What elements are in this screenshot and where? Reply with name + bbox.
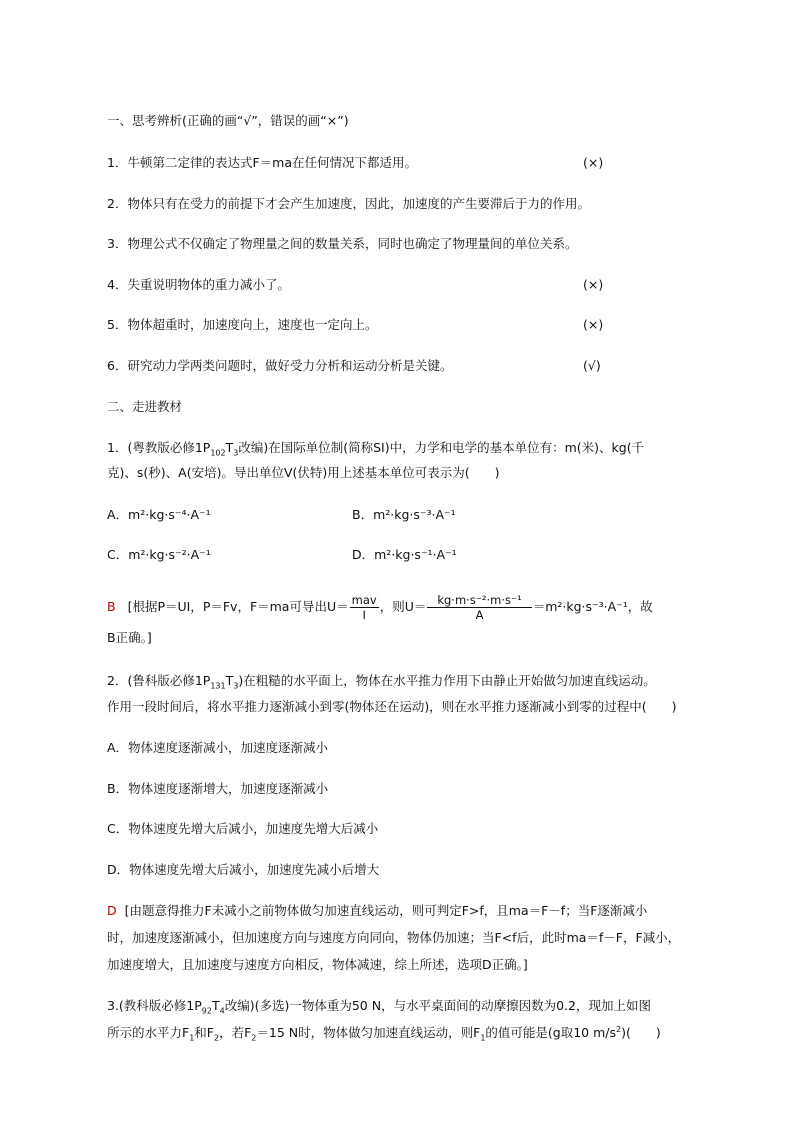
q3-b4: ＝15 N时，物体做匀加速直线运动，则F	[256, 1025, 481, 1040]
judge-item-3: 3．物理公式不仅确定了物理量之间的数量关系，同时也确定了物理量间的单位关系。	[107, 236, 578, 251]
q3-b-sub2: 2	[214, 1033, 220, 1043]
q1-explanation-line2: B正确。]	[107, 630, 152, 645]
q2-option-d: D．物体速度先增大后减小，加速度先减小后增大	[107, 862, 380, 877]
q2-explanation-line3: 加速度增大，且加速度与速度方向相反，物体减速，综上所述，选项D正确。]	[107, 957, 528, 972]
q3-b-sup: 2	[616, 1024, 622, 1034]
q2-explanation-line2: 时，加速度逐渐减小，但加速度方向与速度方向同向，物体仍加速；当F<f后，此时ma＝f－F，F减小，	[107, 930, 681, 945]
q1-stem-text: 1．(粤教版必修1P	[107, 440, 211, 455]
judge-item-6: 6．研究动力学两类问题时，做好受力分析和运动分析是关键。	[107, 358, 453, 373]
q2-answer-letter: D	[107, 903, 117, 918]
q3-b-sub4: 1	[480, 1033, 486, 1043]
q1-explanation	[107, 590, 653, 624]
q3-b1: 所示的水平力F	[107, 1025, 190, 1040]
q2-t-text: T	[225, 673, 234, 688]
q1-stem-line2: 克)、s(秒)、A(安培)。导出单位V(伏特)用上述基本单位可表示为( )	[107, 465, 500, 480]
q2-stem-line1	[107, 671, 656, 691]
q3-t-text: T	[211, 998, 220, 1013]
q1-exp-post: ＝m²·kg·s⁻³·A⁻¹，故	[532, 599, 653, 614]
section1-title: 一、思考辨析(正确的画“√”，错误的画“×”)	[107, 113, 349, 128]
q1-fraction-2	[427, 593, 531, 622]
q3-stem-text: 3.(教科版必修1P	[107, 998, 202, 1013]
q3-b-sub1: 1	[189, 1033, 195, 1043]
q2-stem-line2: 作用一段时间后，将水平推力逐渐减小到零(物体还在运动)，则在水平推力逐渐减小到零的过程中( )	[107, 699, 677, 714]
judge-mark-5: (×)	[583, 317, 604, 332]
q2-option-b: B．物体速度逐渐增大，加速度逐渐减小	[107, 781, 329, 796]
q1-t-sub: 3	[233, 448, 239, 458]
q3-stem-line2	[107, 1023, 661, 1043]
q3-t-sub: 4	[219, 1006, 225, 1016]
q1-option-d: D．m²·kg·s⁻¹·A⁻¹	[352, 547, 457, 562]
q2-stem-text: 2．(鲁科版必修1P	[107, 673, 211, 688]
q3-b3: ，若F	[219, 1025, 252, 1040]
q1-frac2-den: A	[475, 608, 484, 622]
q3-b2: 和F	[194, 1025, 214, 1040]
q1-option-c: C．m²·kg·s⁻²·A⁻¹	[107, 547, 211, 562]
q3-b-sub3: 2	[251, 1033, 257, 1043]
q2-option-a: A．物体速度逐渐减小，加速度逐渐减小	[107, 740, 329, 755]
q1-stem-rest: 改编)在国际单位制(简称SI)中，力学和电学的基本单位有：m(米)、kg(千	[238, 440, 645, 455]
q3-b6: )( )	[621, 1025, 661, 1040]
section2-title: 二、走进教材	[107, 399, 183, 414]
q3-stem-rest: 改编)(多选)一物体重为50 N，与水平桌面间的动摩擦因数为0.2，现加上如图	[224, 998, 651, 1013]
judge-item-4: 4．失重说明物体的重力减小了。	[107, 277, 290, 292]
judge-item-1: 1．牛顿第二定律的表达式F＝ma在任何情况下都适用。	[107, 155, 417, 170]
q1-fraction-1	[350, 593, 379, 622]
q2-page-sub: 131	[210, 681, 226, 691]
q1-answer-letter: B	[107, 599, 116, 614]
q2-option-c: C．物体速度先增大后减小，加速度先增大后减小	[107, 821, 379, 836]
judge-mark-4: (×)	[583, 277, 604, 292]
q1-page-sub: 102	[210, 448, 226, 458]
q1-exp-pre: [根据P＝UI，P＝Fv，F＝ma可导出U＝	[127, 599, 349, 614]
q2-explanation-line1	[107, 901, 647, 921]
q1-t-text: T	[225, 440, 234, 455]
judge-mark-1: (×)	[583, 155, 604, 170]
judge-mark-6: (√)	[583, 358, 601, 373]
q1-exp-mid: ，则U＝	[379, 599, 427, 614]
q3-b5: 的值可能是(g取10 m/s	[485, 1025, 616, 1040]
q1-frac1-den: I	[362, 608, 366, 622]
q1-frac1-num: mav	[351, 593, 377, 607]
q2-stem-rest: )在粗糙的水平面上，物体在水平推力作用下由静止开始做匀加速直线运动。	[238, 673, 656, 688]
q1-frac2-num: kg·m·s⁻²·m·s⁻¹	[427, 593, 531, 608]
q1-option-a: A．m²·kg·s⁻⁴·A⁻¹	[107, 507, 211, 522]
q1-option-b: B．m²·kg·s⁻³·A⁻¹	[352, 507, 456, 522]
q3-stem-line1	[107, 996, 651, 1016]
q1-stem-line1	[107, 438, 644, 458]
judge-item-2: 2．物体只有在受力的前提下才会产生加速度，因此，加速度的产生要滞后于力的作用。	[107, 196, 590, 211]
q2-t-sub: 3	[233, 681, 239, 691]
q2-exp-line1-text: [由题意得推力F未减小之前物体做匀加速直线运动，则可判定F>f，且ma＝F－f；当F逐渐减小	[124, 903, 648, 918]
q3-page-sub: 92	[201, 1006, 212, 1016]
judge-item-5: 5．物体超重时，加速度向上，速度也一定向上。	[107, 317, 378, 332]
